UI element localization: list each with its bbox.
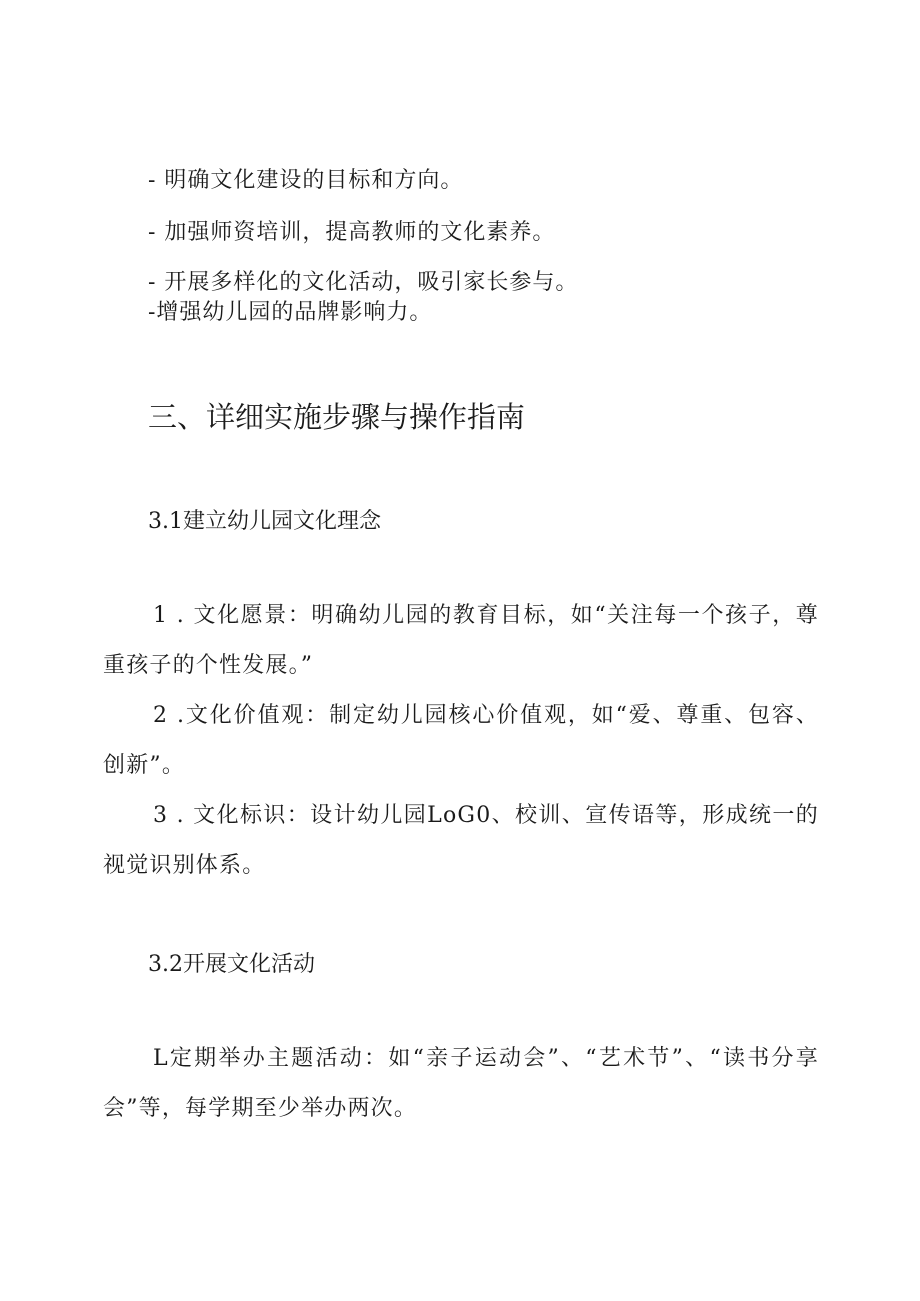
subsection-title: 3.1建立幼儿园文化理念 [148,509,381,534]
numbered-item: 1 . 文化愿景：明确幼儿园的教育目标，如“关注每一个孩子，尊重孩子的个性发展。” [103,603,819,678]
numbered-item: L定期举办主题活动：如“亲子运动会”、“艺术节”、“读书分享会”等，每学期至少举办两次。 [103,1046,819,1121]
numbered-item: 2 .文化价值观：制定幼儿园核心价值观，如“爱、尊重、包容、创新”。 [103,703,819,778]
numbered-item: 3 . 文化标识：设计幼儿园LoG0、校训、宣传语等，形成统一的视觉识别体系。 [103,803,819,878]
bullet-item: - 开展多样化的文化活动，吸引家长参与。 [148,270,579,295]
bullet-item: - 明确文化建设的目标和方向。 [148,168,464,193]
bullet-item: - 加强师资培训，提高教师的文化素养。 [148,220,556,245]
subsection-title: 3.2开展文化活动 [148,952,315,977]
bullet-item: -增强幼儿园的品牌影响力。 [148,300,433,325]
section-title: 三、详细实施步骤与操作指南 [148,400,526,434]
